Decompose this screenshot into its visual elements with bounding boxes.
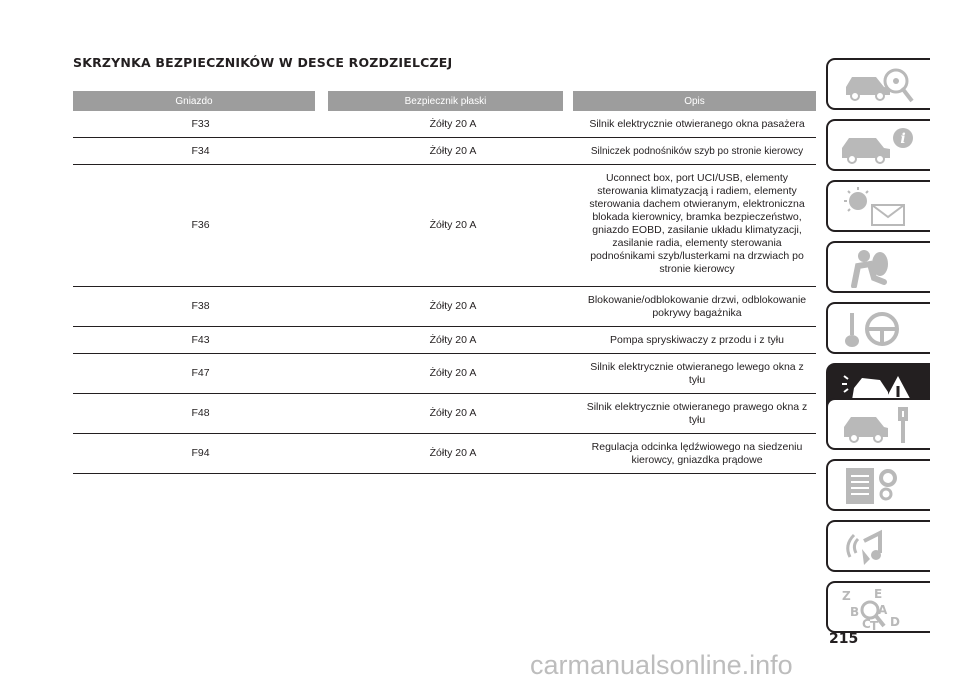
socket-cell: F38 <box>191 300 210 312</box>
fuse-cell: Żółty 20 A <box>429 219 477 231</box>
table-row <box>73 138 816 165</box>
table-header <box>73 91 816 111</box>
fuse-table <box>73 91 816 474</box>
description-cell: Silnik elektrycznie otwieranego prawego okna z tyłu <box>586 401 808 426</box>
watermark: carmanualsonline.info <box>530 650 793 680</box>
table-row <box>73 165 816 287</box>
lights-message-icon <box>840 187 920 227</box>
table-row <box>73 354 816 394</box>
index-letter: C <box>862 617 871 631</box>
index-letter: T <box>870 619 879 632</box>
fuse-cell: Żółty 20 A <box>429 367 477 379</box>
car-info-icon <box>840 126 920 166</box>
tab-lights-messages[interactable] <box>826 180 930 232</box>
tab-index[interactable] <box>826 581 930 633</box>
fuse-cell: Żółty 20 A <box>429 407 477 419</box>
table-row <box>73 111 816 138</box>
tab-starting-driving[interactable] <box>826 302 930 354</box>
tab-multimedia[interactable] <box>826 520 930 572</box>
index-letter: D <box>890 615 900 629</box>
svg-text:i: i <box>900 131 906 147</box>
description-cell: Silnik elektrycznie otwieranego okna pasażera <box>589 118 805 130</box>
tab-maintenance[interactable] <box>826 398 930 450</box>
tab-specifications[interactable] <box>826 459 930 511</box>
table-row <box>73 434 816 474</box>
index-letter: Z <box>842 589 851 603</box>
description-cell: Silniczek podnośników szyb po stronie kierowcy <box>590 146 804 157</box>
fuse-cell: Żółty 20 A <box>429 300 477 312</box>
fuse-cell: Żółty 20 A <box>429 118 477 130</box>
index-letter: A <box>878 603 888 617</box>
fuse-cell: Żółty 20 A <box>429 334 477 346</box>
socket-cell: F94 <box>191 447 210 459</box>
table-row <box>73 394 816 434</box>
description-cell: Silnik elektrycznie otwieranego lewego okna z tyłu <box>590 361 804 386</box>
column-header-description: Opis <box>573 91 816 111</box>
fuse-cell: Żółty 20 A <box>429 145 477 157</box>
description-cell: Blokowanie/odblokowanie drzwi, odblokowanie pokrywy bagażnika <box>587 294 807 319</box>
tab-car-info[interactable] <box>826 119 930 171</box>
description-cell: Uconnect box, port UCI/USB, elementy sterowania klimatyzacją i radiem, elementy sterowania dachem otwieranym, elektroniczna blokada kierownicy, bramka bezpieczeństwo, gniazdo EOBD, zasilanie układu klimatyzacji, zasilanie radia, elementy sterowania podnośnikami szyb/lusterkami na drzwiach po stronie kierowcy <box>589 172 805 275</box>
socket-cell: F36 <box>191 219 210 231</box>
car-tools-icon <box>840 405 920 445</box>
description-cell: Pompa spryskiwaczy z przodu i z tyłu <box>610 334 784 346</box>
page-number: 215 <box>829 631 859 647</box>
column-header-fuse: Bezpiecznik płaski <box>328 91 563 111</box>
tab-car-controls[interactable] <box>826 58 930 110</box>
index-letter: E <box>874 588 883 601</box>
socket-cell: F34 <box>191 145 210 157</box>
specifications-icon <box>840 466 920 506</box>
airbag-icon <box>840 248 920 288</box>
page-title: SKRZYNKA BEZPIECZNIKÓW W DESCE ROZDZIELCZEJ <box>73 55 453 70</box>
gearshift-steering-icon <box>840 309 920 349</box>
multimedia-icon <box>840 527 920 567</box>
fuse-cell: Żółty 20 A <box>429 447 477 459</box>
table-row <box>73 287 816 327</box>
tab-safety[interactable] <box>826 241 930 293</box>
socket-cell: F48 <box>191 407 210 419</box>
socket-cell: F47 <box>191 367 210 379</box>
table-row <box>73 327 816 354</box>
index-letter: B <box>850 605 860 619</box>
socket-cell: F43 <box>191 334 210 346</box>
car-steering-icon <box>840 65 920 105</box>
index-letters-icon <box>840 588 920 632</box>
description-cell: Regulacja odcinka lędźwiowego na siedzeniu kierowcy, gniazdka prądowe <box>591 441 803 466</box>
socket-cell: F33 <box>191 118 210 130</box>
column-header-socket: Gniazdo <box>73 91 315 111</box>
